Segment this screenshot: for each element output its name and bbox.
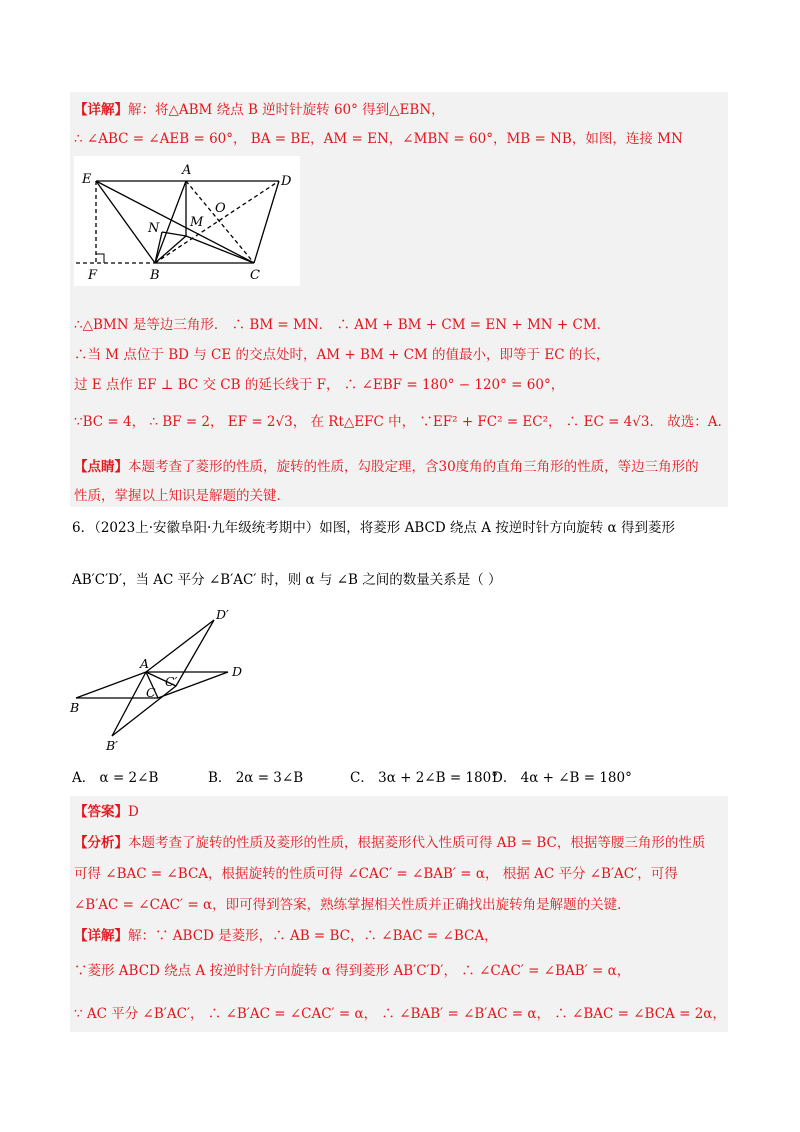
label-F: F [88,268,98,283]
figure-1-svg [74,156,300,286]
edge-MC [186,236,254,263]
detail-text-1: 解：将△ABM 绕点 B 逆时针旋转 60° 得到△EBN， [128,102,445,118]
comment-line-1 [74,458,699,476]
solution-band-1 [70,92,728,507]
detail2-line-1 [74,927,498,945]
edge-B2C2 [112,686,176,736]
label-D: D [281,174,292,189]
edge-CD [254,181,279,263]
label-C: C [146,685,156,700]
figure-2 [68,608,268,756]
solution-band-2 [70,796,728,1032]
analysis-text-1: 本题考查了旋转的性质及菱形的性质，根据菱形代入性质可得 AB = BC，根据等腰三角形的性质 [128,835,706,851]
figure-2-svg [68,608,268,756]
label-E: E [82,172,92,187]
edge-C2D2 [176,620,214,686]
detail-text-2a: ∴ ∠ABC = ∠AEB = 60°， BA = BE，AM = EN，∠MBN = 60°，MB = NB， [74,131,586,147]
detail2-text-1: 解：∵ ABCD 是菱形，∴ AB = BC，∴ ∠BAC = ∠BCA， [128,928,498,944]
label-D: D [232,664,243,679]
comment-line-2: 性质，掌握以上知识是解题的关键． [74,488,290,504]
detail-tag: 【详解】 [74,102,128,118]
question-6-line-2: AB′C′D′，当 AC 平分 ∠B′AC′ 时，则 α 与 ∠B 之间的数量关系是（ ） [72,572,502,588]
label-C: C [250,268,260,283]
label-B: B [150,268,160,283]
option-d[interactable]: D． 4α + ∠B = 180° [492,770,632,786]
answer-value: D [128,804,139,820]
detail2-line-3: ∵ AC 平分 ∠B′AC′， ∴ ∠B′AC = ∠CAC′ = α， ∴ ∠BAB′ = ∠B′AC = α， ∴ ∠BAC = ∠BCA = 2α， [74,1006,726,1022]
detail-text-6a: ∵BC = 4， ∴ BF = 2， EF = 2√3， 在 Rt△EFC 中， ∵EF² + FC² = EC²， ∴ EC = 4√3． [74,414,663,430]
comment-text-1: 本题考查了菱形的性质，旋转的性质，勾股定理，含30度角的直角三角形的性质，等边三角形的 [128,459,699,475]
right-angle-mark [96,254,104,263]
edge-EB [96,181,155,263]
answer-tag: 【答案】 [74,804,128,820]
option-b[interactable]: B． 2α = 3∠B [208,770,304,786]
comment-tag: 【点睛】 [74,459,128,475]
detail-text-2b: 如图，连接 MN [585,131,683,147]
label-A: A [182,163,192,178]
question-6-line-1: 6．（2023上·安徽阜阳·九年级统考期中）如图，将菱形 ABCD 绕点 A 按逆时针方向旋转 α 得到菱形 [72,520,675,536]
detail-line-6 [74,413,722,431]
label-B2: B′ [106,738,119,753]
detail-line-2 [74,130,683,148]
detail-line-5: 过 E 点作 EF ⊥ BC 交 CB 的延长线于 F， ∴ ∠EBF = 180° − 120° = 60°， [74,377,565,393]
detail2-tag: 【详解】 [74,928,128,944]
label-B: B [70,700,80,715]
detail-line-1 [74,101,445,119]
analysis-line-3: ∠B′AC = ∠CAC′ = α，即可得到答案，熟练掌握相关性质并正确找出旋转角是解题的关键． [74,897,631,913]
figure-1 [74,156,300,286]
edge-AB2 [112,672,146,736]
edge-BA [76,672,146,698]
detail2-line-2: ∵菱形 ABCD 绕点 A 按逆时针方向旋转 α 得到菱形 AB′C′D′， ∴ ∠CAC′ = ∠BAB′ = α， [74,963,631,979]
analysis-line-2: 可得 ∠BAC = ∠BCA，根据旋转的性质可得 ∠CAC′ = ∠BAB′ = α， 根据 AC 平分 ∠B′AC′，可得 [74,866,678,882]
edge-AD2 [146,620,214,672]
analysis-tag: 【分析】 [74,835,128,851]
detail-line-4: ∴当 M 点位于 BD 与 CE 的交点处时，AM + BM + CM 的值最小，即等于 EC 的长， [74,347,610,363]
label-M: M [190,215,204,230]
detail-text-6b: 故选：A. [667,414,722,430]
label-N: N [148,221,160,236]
label-D2: D′ [216,608,229,622]
option-a[interactable]: A． α = 2∠B [72,770,159,786]
edge-EC [96,181,254,263]
edge-AB [155,181,186,263]
label-O: O [215,201,226,216]
option-c[interactable]: C． 3α + 2∠B = 180° [350,770,498,786]
label-C2: C′ [165,674,178,689]
answer-line [74,803,139,821]
analysis-line-1 [74,834,705,852]
label-A: A [140,656,150,671]
detail-line-3: ∴△BMN 是等边三角形． ∴ BM = MN． ∴ AM + BM + CM = EN + MN + CM． [74,317,611,333]
